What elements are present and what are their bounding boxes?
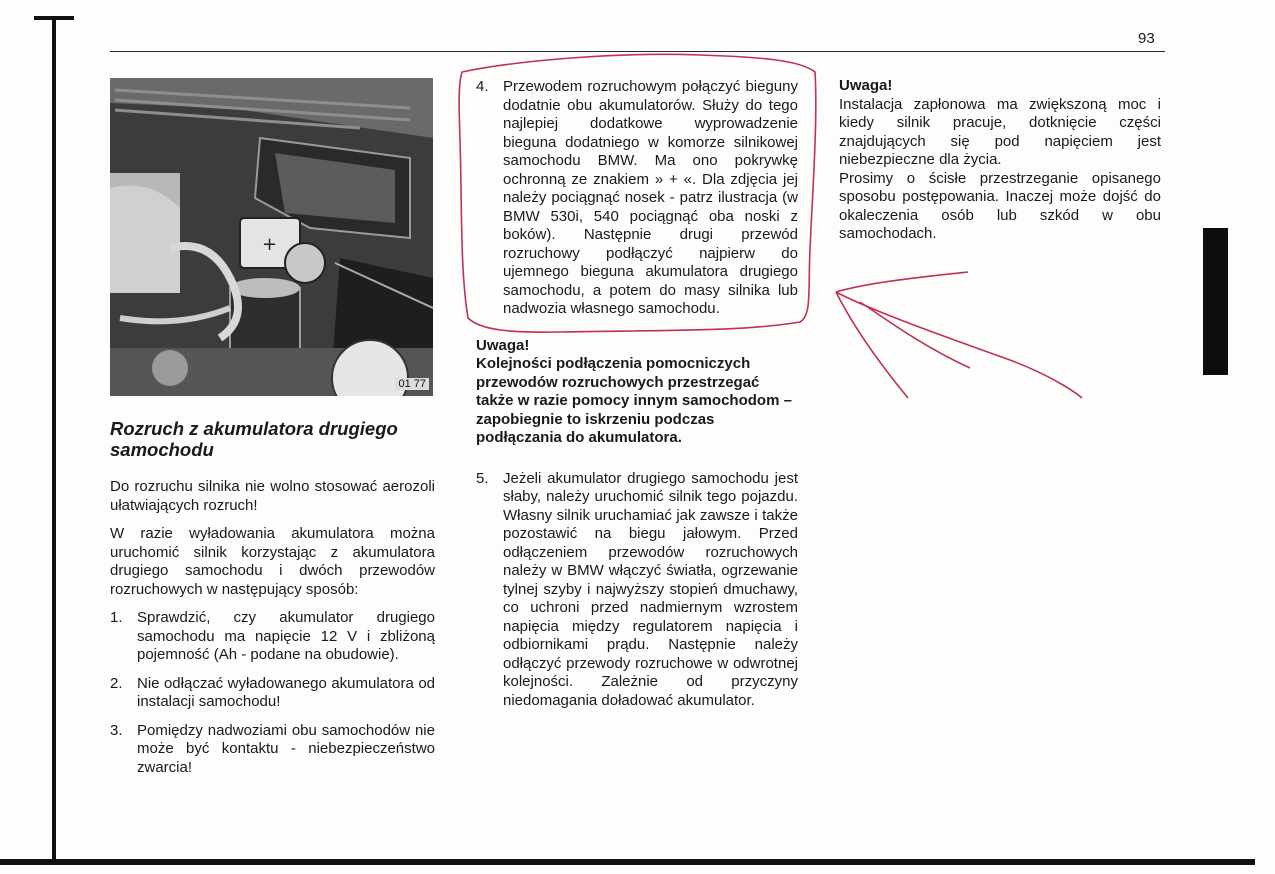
step-item bbox=[476, 470, 798, 711]
page-number: 93 bbox=[1138, 30, 1155, 47]
step-item bbox=[110, 675, 435, 712]
warning-text: Prosimy o ścisłe przestrzeganie opisanego sposobu postępowania. Inaczej może dojść do okaleczenia osób lub szkód w obu samochodach. bbox=[839, 169, 1161, 242]
section-title: Rozruch z akumulatora drugiego samochodu bbox=[110, 418, 398, 460]
step-number: 4. bbox=[476, 78, 489, 95]
figure-code: 01 77 bbox=[395, 378, 429, 390]
svg-text:+: + bbox=[262, 234, 278, 255]
binding-edge bbox=[52, 18, 56, 860]
step-item bbox=[110, 609, 435, 665]
step-number: 1. bbox=[110, 609, 123, 626]
engine-bay-illustration bbox=[110, 78, 433, 396]
thumb-index-tab bbox=[1203, 228, 1228, 375]
warning-text: Kolejności podłączenia pomocniczych przewodów rozruchowych przestrzegać także w razie pomocy innym samochodom – zapobiegnie to iskrzeniu podczas podłączania do akumulatora. bbox=[476, 355, 792, 446]
warning-title: Uwaga! bbox=[839, 77, 893, 94]
right-column bbox=[839, 77, 1161, 244]
step-text: Sprawdzić, czy akumulator drugiego samochodu ma napięcie 12 V i zbliżoną pojemność (Ah - podane na obudowie). bbox=[137, 609, 435, 663]
annotation-arrow bbox=[836, 272, 1082, 398]
engine-bay-photo bbox=[110, 78, 433, 396]
header-rule bbox=[110, 51, 1165, 52]
intro-paragraph-2: W razie wyładowania akumulatora można uruchomić silnik korzystając z akumulatora drugiego samochodu i dwóch przewodów rozruchowych w następujący sposób: bbox=[110, 525, 435, 598]
step-item bbox=[476, 78, 798, 319]
step-number: 3. bbox=[110, 721, 123, 739]
warning-title: Uwaga! bbox=[476, 336, 530, 354]
footer-rule bbox=[0, 859, 1255, 865]
step-text: Przewodem rozruchowym połączyć bieguny dodatnie obu akumulatorów. Służy do tego najlepiej dodatkowe wyprowadzenie bieguna dodatniego w komorze silnikowej samochodu BMW. Ma ono pokrywkę ochronną ze znakiem » + «. Dla zdjęcia jej należy pociągnąć nosek - patrz ilustracja (w BMW 530i, 540 pociągnąć oba noski z boków). Następnie drugi przewód rozruchowy podłączyć najpierw do ujemnego bieguna akumulatora drugiego samochodu, a potem do masy silnika lub nadwozia własnego samochodu. bbox=[503, 78, 798, 317]
step-number: 2. bbox=[110, 674, 123, 692]
step-item bbox=[110, 722, 435, 778]
warning-text: Instalacja zapłonowa ma zwiększoną moc i kiedy silnik pracuje, dotknięcie części znajdujących się pod napięciem jest niebezpieczne dla życia. bbox=[839, 95, 1161, 168]
step-text: Pomiędzy nadwoziami obu samochodów nie może być kontaktu - niebezpieczeństwo zwarcia! bbox=[137, 721, 435, 776]
left-column bbox=[110, 478, 435, 777]
step-text: Nie odłączać wyładowanego akumulatora od instalacji samochodu! bbox=[137, 674, 435, 710]
middle-column bbox=[476, 78, 798, 710]
step-number: 5. bbox=[476, 469, 489, 487]
step-text: Jeżeli akumulator drugiego samochodu jest słaby, należy uruchomić silnik tego pojazdu. Własny silnik uruchamiać jak zawsze i także pozostawić na biegu jałowym. Przed odłączeniem przewodów rozruchowych należy w BMW włączyć światła, ogrzewanie tylnej szyby i najwyższy stopień dmuchawy, co uchroni przed nadmiernym wzrostem napięcia między regulatorem napięcia i odbiornikami prądu. Następnie należy odłączyć przewody rozruchowe w odwrotnej kolejności. Zależnie od przyczyny niedomagania doładować akumulator. bbox=[503, 469, 798, 709]
intro-paragraph-1: Do rozruchu silnika nie wolno stosować aerozoli ułatwiających rozruch! bbox=[110, 478, 435, 514]
